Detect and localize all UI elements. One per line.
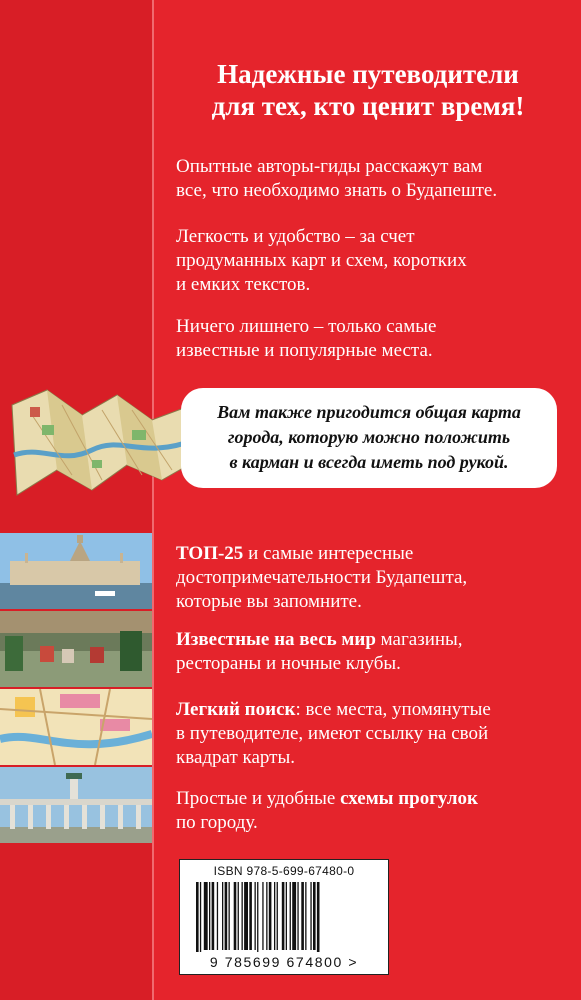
isbn-label: ISBN 978-5-699-67480-0 [213,864,355,878]
barcode-image [188,882,382,952]
feature-text: Простые и удобные [176,788,341,809]
barcode-bar [217,882,218,950]
feature-walking-routes [176,787,566,835]
barcode-bar [229,882,230,950]
restaurant-photo [0,611,152,687]
barcode-bar [249,882,252,950]
paragraph-line: все, что необходимо знать о Будапеште. [176,180,498,201]
callout-line: в карман и всегда иметь под рукой. [229,452,509,472]
headline [168,58,568,122]
feature-top25 [176,542,566,614]
feature-line: квадрат карты. [176,747,295,768]
paragraph-line: и емких текстов. [176,274,311,295]
barcode-bar [297,882,298,950]
barcode-digits: 9 785699 674800 > [209,954,359,970]
barcode-bar [317,882,320,952]
barcode-bar [196,882,199,952]
barcode-bar [204,882,208,950]
paragraph-line: продуманных карт и схем, коротких [176,250,467,271]
barcode-bar [277,882,278,950]
feature-bold: Легкий поиск [176,699,296,720]
feature-line: рестораны и ночные клубы. [176,653,401,674]
feature-text: : все места, упомянутые [295,699,491,720]
feature-text: магазины, [375,629,463,650]
isbn-barcode-box [179,859,389,975]
barcode-bar [244,882,248,950]
barcode-bar [225,882,228,950]
barcode-bar [212,882,215,950]
barcode-bar [200,882,201,952]
feature-bold: ТОП-25 [176,543,244,564]
feature-line: которые вы запомните. [176,591,362,612]
callout-line: города, которую можно положить [227,427,511,447]
feature-line: по городу. [176,812,258,833]
feature-easy-search [176,698,566,770]
paragraph-line: Легкость и удобство – за счет [176,226,415,247]
heroes-square-photo [0,767,152,843]
barcode-bar [290,882,291,950]
barcode-bar [305,882,306,950]
barcode-bar [310,882,311,950]
intro-paragraph-nothing-extra [176,315,566,363]
barcode-bar [262,882,263,950]
barcode-bar [292,882,296,950]
map-callout-bubble [181,388,557,488]
parliament-photo [0,533,152,609]
barcode-bar [274,882,275,950]
barcode-bar [222,882,223,950]
barcode-bar [286,882,287,950]
feature-famous-places [176,628,566,676]
feature-line: достопримечательности Будапешта, [176,567,468,588]
feature-line: в путеводителе, имеют ссылку на свой [176,723,489,744]
barcode-bar [301,882,304,950]
headline-line-1: Надежные путеводители [217,59,519,89]
feature-text: и самые интересные [243,543,414,564]
intro-paragraph-authors [176,155,566,203]
barcode-bar [282,882,285,950]
callout-line: Вам также пригодится общая карта [217,402,521,422]
barcode-bar [234,882,237,950]
headline-line-2: для тех, кто ценит время! [211,91,525,121]
paragraph-line: Опытные авторы-гиды расскажут вам [176,156,483,177]
city-map-photo [0,689,152,765]
feature-line-1 [176,787,566,811]
barcode-bar [238,882,239,950]
feature-line-1 [176,542,566,566]
paragraph-line: известные и популярные места. [176,340,433,361]
intro-paragraph-ease [176,225,566,297]
barcode-bar [269,882,272,950]
feature-bold: схемы прогулок [340,788,479,809]
feature-line-1 [176,698,566,722]
barcode-bar [209,882,210,950]
paragraph-line: Ничего лишнего – только самые [176,316,437,337]
barcode-bar [242,882,243,950]
feature-bold: Известные на весь мир [176,629,376,650]
barcode-bar [266,882,267,950]
barcode-bar [257,882,258,952]
folded-map-image [2,385,202,525]
barcode-bar [313,882,316,950]
feature-line-1 [176,628,566,652]
barcode-bar [255,882,256,950]
